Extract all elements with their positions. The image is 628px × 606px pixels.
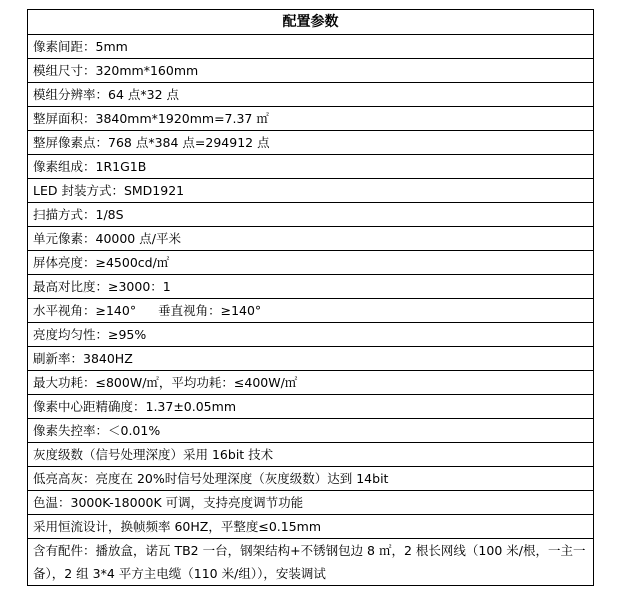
- row-failure-rate: 像素失控率：＜0.01%: [28, 419, 594, 443]
- table-row: [28, 83, 594, 107]
- table-row: [28, 515, 594, 539]
- row-refresh-rate: 刷新率：3840HZ: [28, 347, 594, 371]
- row-power: 最大功耗：≤800W/㎡，平均功耗：≤400W/㎡: [28, 371, 594, 395]
- table-row: [28, 59, 594, 83]
- table-row: [28, 539, 594, 586]
- row-unit-pixels: 单元像素：40000 点/平米: [28, 227, 594, 251]
- row-low-bright-high-gray: 低亮高灰：亮度在 20%时信号处理深度（灰度级数）达到 14bit: [28, 467, 594, 491]
- row-pitch-accuracy: 像素中心距精确度：1.37±0.05mm: [28, 395, 594, 419]
- row-led-package: LED 封装方式：SMD1921: [28, 179, 594, 203]
- row-module-size: 模组尺寸：320mm*160mm: [28, 59, 594, 83]
- table-row: [28, 203, 594, 227]
- table-row: [28, 371, 594, 395]
- table-row: [28, 107, 594, 131]
- table-row: [28, 35, 594, 59]
- row-pixel-pitch: 像素间距：5mm: [28, 35, 594, 59]
- table-row: [28, 467, 594, 491]
- row-pixel-composition: 像素组成：1R1G1B: [28, 155, 594, 179]
- table-row: [28, 419, 594, 443]
- config-table: [27, 9, 594, 586]
- table-row: [28, 155, 594, 179]
- table-row: [28, 299, 594, 323]
- vertical-angle: 垂直视角：≥140°: [158, 303, 262, 318]
- table-row: [28, 491, 594, 515]
- row-accessories: 含有配件：播放盒，诺瓦 TB2 一台，钢架结构+不锈钢包边 8 ㎡，2 根长网线（100 米/根，一主一备），2 组 3*4 平方主电缆（110 米/组）），安装调试: [28, 539, 594, 586]
- row-viewing-angle: [28, 299, 594, 323]
- row-grayscale: 灰度级数（信号处理深度）采用 16bit 技术: [28, 443, 594, 467]
- row-uniformity: 亮度均匀性：≥95%: [28, 323, 594, 347]
- row-color-temperature: 色温：3000K-18000K 可调，支持亮度调节功能: [28, 491, 594, 515]
- config-sheet: [27, 9, 594, 586]
- table-row: [28, 227, 594, 251]
- table-row: [28, 347, 594, 371]
- table-row: [28, 275, 594, 299]
- horizontal-angle: 水平视角：≥140°: [33, 303, 137, 318]
- row-scan-mode: 扫描方式：1/8S: [28, 203, 594, 227]
- row-module-resolution: 模组分辨率：64 点*32 点: [28, 83, 594, 107]
- table-row: [28, 179, 594, 203]
- row-screen-area: 整屏面积：3840mm*1920mm=7.37 ㎡: [28, 107, 594, 131]
- table-header-row: [28, 10, 594, 35]
- row-screen-pixels: 整屏像素点：768 点*384 点=294912 点: [28, 131, 594, 155]
- table-row: [28, 251, 594, 275]
- row-contrast: 最高对比度：≥3000：1: [28, 275, 594, 299]
- row-brightness: 屏体亮度：≥4500cd/㎡: [28, 251, 594, 275]
- table-row: [28, 323, 594, 347]
- table-row: [28, 395, 594, 419]
- table-row: [28, 131, 594, 155]
- table-title: 配置参数: [28, 10, 594, 35]
- table-row: [28, 443, 594, 467]
- row-constant-current: 采用恒流设计，换帧频率 60HZ，平整度≤0.15mm: [28, 515, 594, 539]
